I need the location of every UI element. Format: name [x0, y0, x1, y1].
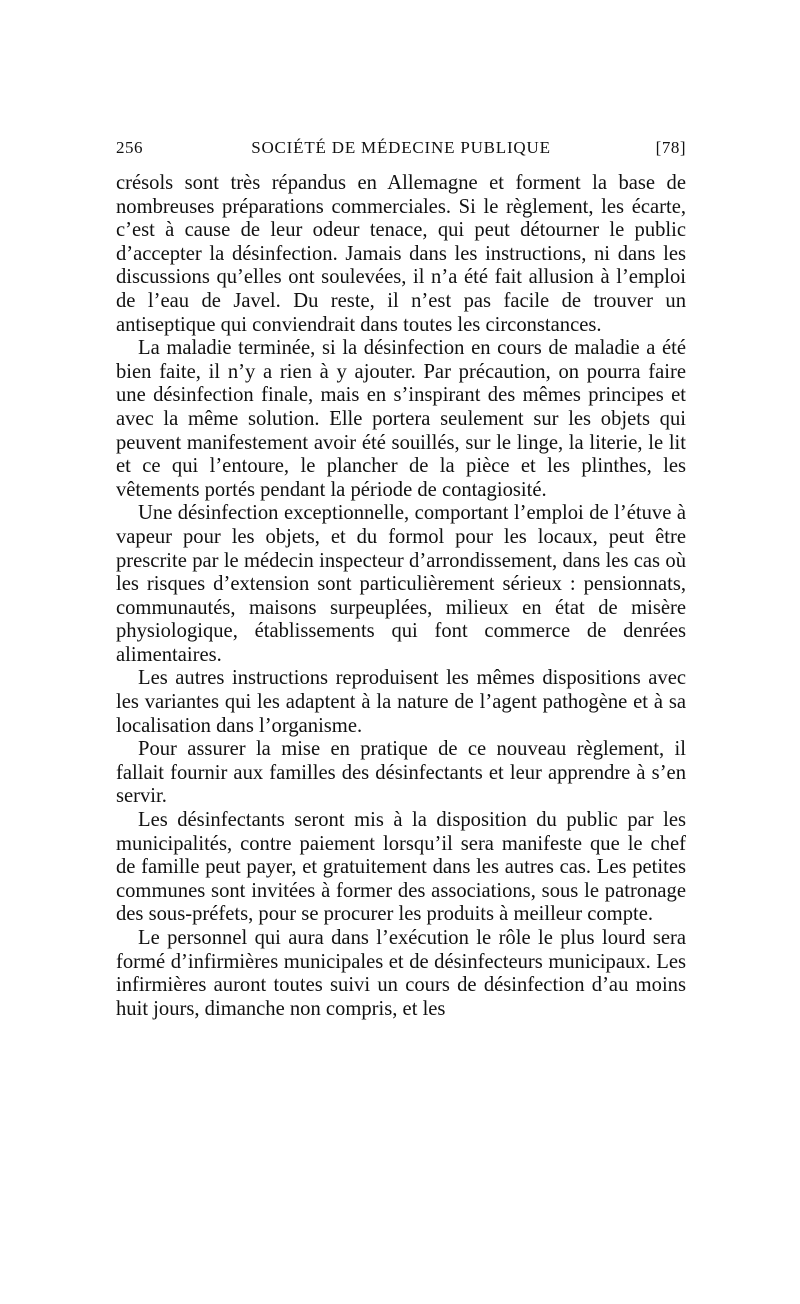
body-text — [116, 172, 686, 1021]
original-folio: [78] — [655, 138, 686, 157]
paragraph: Les autres instructions reproduisent les mêmes dispositions avec les variantes qui les adaptent à la nature de l’agent pathogène et à sa localisation dans l’organisme. — [116, 667, 686, 737]
paragraph-continued: crésols sont très répandus en Allemagne et forment la base de nombreuses préparations commerciales. Si le règlement, les écarte, c’est à cause de leur odeur tenace, qui peut détourner le public d’accepter la désinfection. Jamais dans les instructions, ni dans les discussions qu’elles ont soulevées, il n’a été fait allusion à l’emploi de l’eau de Javel. Du reste, il n’est pas facile de trouver un antiseptique qui conviendrait dans toutes les circonstances. — [116, 172, 686, 336]
paragraph: Les désinfectants seront mis à la disposition du public par les municipalités, contre paiement lorsqu’il sera manifeste que le chef de famille peut payer, et gratuitement dans les autres cas. Les petites communes sont invitées à former des associations, sous le patronage des sous-préfets, pour se procurer les produits à meilleur compte. — [116, 809, 686, 926]
paragraph: Une désinfection exceptionnelle, comportant l’emploi de l’étuve à vapeur pour les objets, et du formol pour les locaux, peut être prescrite par le médecin inspecteur d’arrondissement, dans les cas où les risques d’extension sont particulièrement sérieux : pensionnats, communautés, maisons surpeuplées, milieux en état de misère physiologique, établissements qui font commerce de denrées alimentaires. — [116, 502, 686, 666]
page-number: 256 — [116, 138, 143, 157]
running-title: SOCIÉTÉ DE MÉDECINE PUBLIQUE — [251, 138, 551, 157]
paragraph: La maladie terminée, si la désinfection en cours de maladie a été bien faite, il n’y a rien à y ajouter. Par précaution, on pourra faire une désinfection finale, mais en s’inspirant des mêmes principes et avec la même solution. Elle portera seulement sur les objets qui peuvent manifestement avoir été souillés, sur le linge, la literie, le lit et ce qui l’entoure, le plancher de la pièce et les plinthes, les vêtements portés pendant la période de contagiosité. — [116, 337, 686, 501]
paragraph: Pour assurer la mise en pratique de ce nouveau règlement, il fallait fournir aux familles des désinfectants et leur apprendre à s’en servir. — [116, 738, 686, 808]
running-head — [116, 138, 686, 162]
paragraph: Le personnel qui aura dans l’exécution le rôle le plus lourd sera formé d’infirmières municipales et de désinfecteurs municipaux. Les infirmières auront toutes suivi un cours de désinfection d’au moins huit jours, dimanche non compris, et les — [116, 927, 686, 1020]
